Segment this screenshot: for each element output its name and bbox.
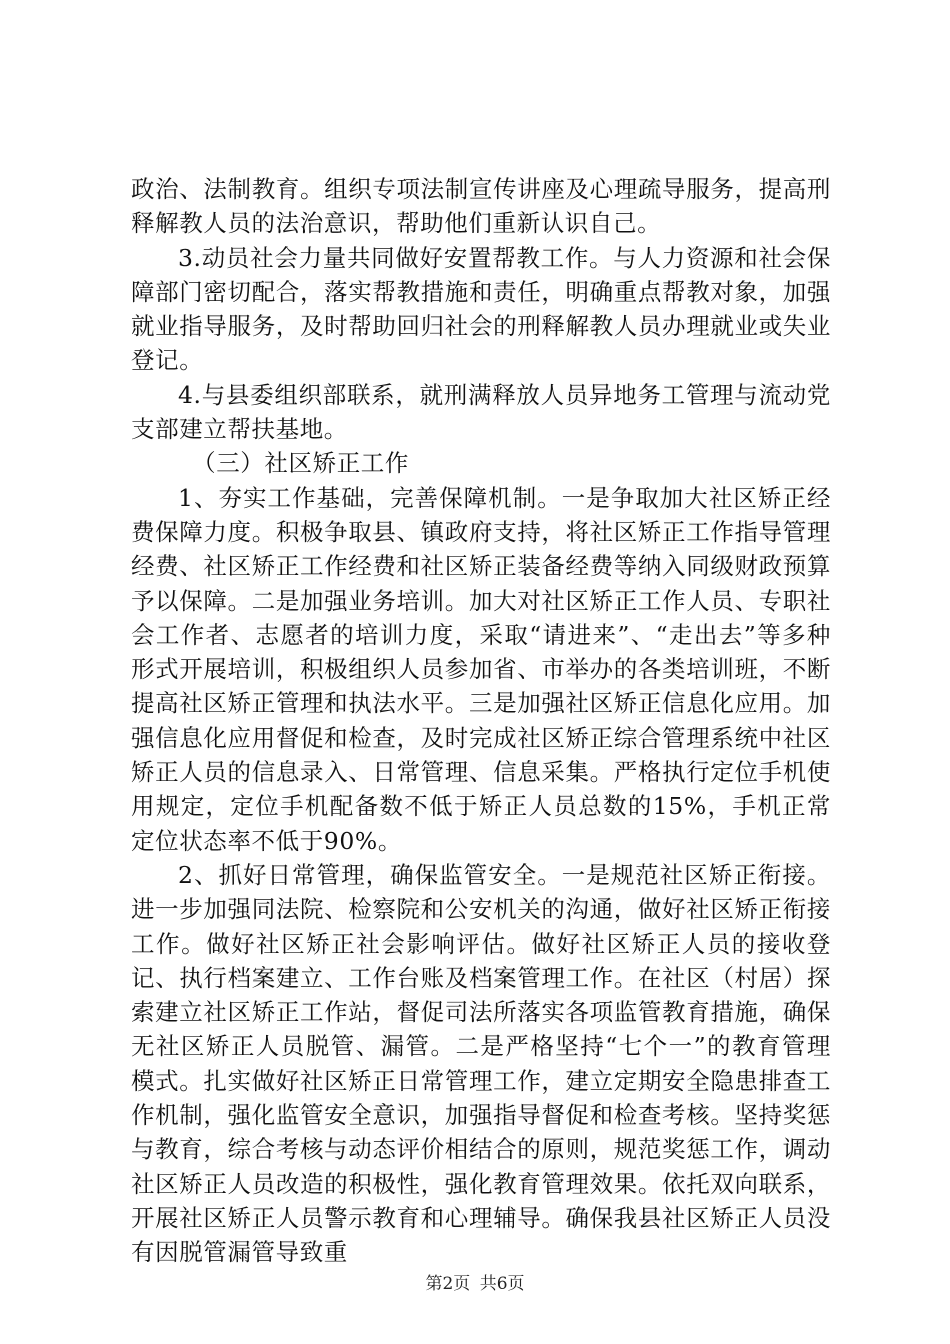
page-footer — [0, 1272, 950, 1296]
paragraph-1: 政治、法制教育。组织专项法制宣传讲座及心理疏导服务，提高刑释解教人员的法治意识，帮助他们重新认识自己。 — [131, 175, 831, 238]
paragraph-5: 2、抓好日常管理，确保监管安全。一是规范社区矫正衔接。进一步加强同法院、检察院和公安机关的沟通，做好社区矫正衔接工作。做好社区矫正社会影响评估。做好社区矫正人员的接收登记、执行档案建立、工作台账及档案管理工作。在社区（村居）探索建立社区矫正工作站，督促司法所落实各项监管教育措施，确保无社区矫正人员脱管、漏管。二是严格坚持“七个一”的教育管理模式。扎实做好社区矫正日常管理工作，建立定期安全隐患排查工作机制，强化监管安全意识，加强指导督促和检查考核。坚持奖惩与教育，综合考核与动态评价相结合的原则，规范奖惩工作，调动社区矫正人员改造的积极性，强化教育管理效果。依托双向联系，开展社区矫正人员警示教育和心理辅导。确保我县社区矫正人员没有因脱管漏管导致重 — [131, 860, 831, 1267]
paragraph-4: 1、夯实工作基础，完善保障机制。一是争取加大社区矫正经费保障力度。积极争取县、镇政府支持，将社区矫正工作指导管理经费、社区矫正工作经费和社区矫正装备经费等纳入同级财政预算予以保障。二是加强业务培训。加大对社区矫正工作人员、专职社会工作者、志愿者的培训力度，采取“请进来”、“走出去”等多种形式开展培训，积极组织人员参加省、市举办的各类培训班，不断提高社区矫正管理和执法水平。三是加强社区矫正信息化应用。加强信息化应用督促和检查，及时完成社区矫正综合管理系统中社区矫正人员的信息录入、日常管理、信息采集。严格执行定位手机使用规定，定位手机配备数不低于矫正人员总数的15%，手机正常定位状态率不低于90%。 — [131, 483, 831, 855]
total-pages: 共6页 — [479, 1274, 525, 1294]
section-heading: （三）社区矫正工作 — [192, 449, 409, 478]
document-body — [131, 172, 831, 1270]
page-number: 第2页 — [425, 1274, 471, 1294]
paragraph-2: 3.动员社会力量共同做好安置帮教工作。与人力资源和社会保障部门密切配合，落实帮教措施和责任，明确重点帮教对象，加强就业指导服务，及时帮助回归社会的刑释解教人员办理就业或失业登记。 — [131, 243, 831, 375]
paragraph-3: 4.与县委组织部联系，就刑满释放人员异地务工管理与流动党支部建立帮扶基地。 — [131, 380, 831, 444]
